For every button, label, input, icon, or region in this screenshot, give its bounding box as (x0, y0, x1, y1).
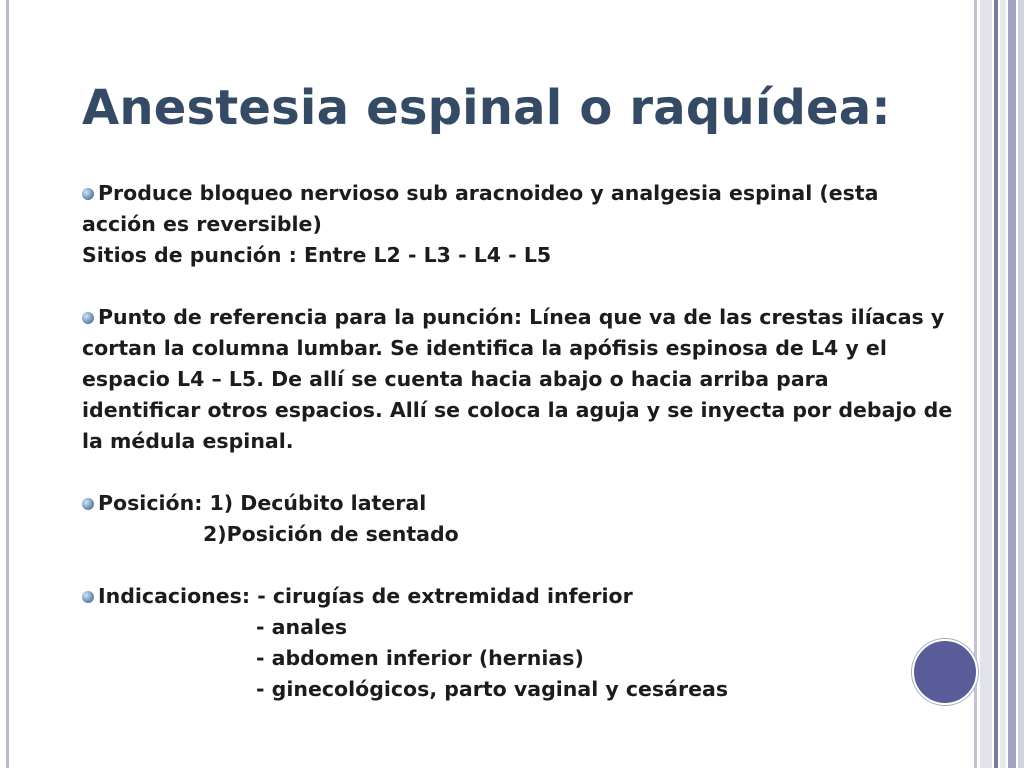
bullet-3-line-1: Posición: 1) Decúbito lateral (98, 491, 427, 515)
bullet-2-line-2: cortan la columna lumbar. Se identifica la apófisis espinosa de L4 y el (82, 336, 887, 360)
left-border-rule (6, 0, 9, 768)
stripe (994, 0, 998, 768)
bullet-2-line-4: identificar otros espacios. Allí se coloca la aguja y se inyecta por debajo de (82, 398, 953, 422)
bullet-1-line-1: Produce bloqueo nervioso sub aracnoideo y analgesia espinal (esta (98, 181, 879, 205)
bullet-2-line-3: espacio L4 – L5. De allí se cuenta hacia abajo o hacia arriba para (82, 367, 829, 391)
slide-body (82, 178, 953, 705)
bullet-icon (82, 188, 94, 200)
bullet-2 (82, 302, 945, 333)
stripe (980, 0, 992, 768)
slide-title: Anestesia espinal o raquídea: (82, 80, 891, 136)
bullet-icon (82, 498, 94, 510)
bullet-1 (82, 178, 942, 209)
stripe (974, 0, 977, 768)
bullet-2-line-5: la médula espinal. (82, 429, 294, 453)
bullet-4-line-4: - ginecológicos, parto vaginal y cesáreas (256, 677, 729, 701)
right-decorative-stripes (974, 0, 1024, 768)
bullet-4 (82, 581, 942, 612)
bullet-4-line-3: - abdomen inferior (hernias) (256, 646, 584, 670)
stripe (1018, 0, 1024, 768)
bullet-1-line-2: acción es reversible) (82, 212, 322, 236)
bullet-3-line-2: 2)Posición de sentado (203, 522, 459, 546)
bullet-4-line-2: - anales (256, 615, 348, 639)
bullet-3 (82, 488, 942, 519)
bullet-icon (82, 591, 94, 603)
stripe (1000, 0, 1006, 768)
bullet-4-line-1: Indicaciones: - cirugías de extremidad inferior (98, 584, 633, 608)
bullet-2-line-1: Punto de referencia para la punción: Línea que va de las crestas ilíacas y (98, 305, 945, 329)
bullet-1-line-3: Sitios de punción : Entre L2 - L3 - L4 - L5 (82, 243, 552, 267)
bullet-icon (82, 312, 94, 324)
stripe (1008, 0, 1016, 768)
